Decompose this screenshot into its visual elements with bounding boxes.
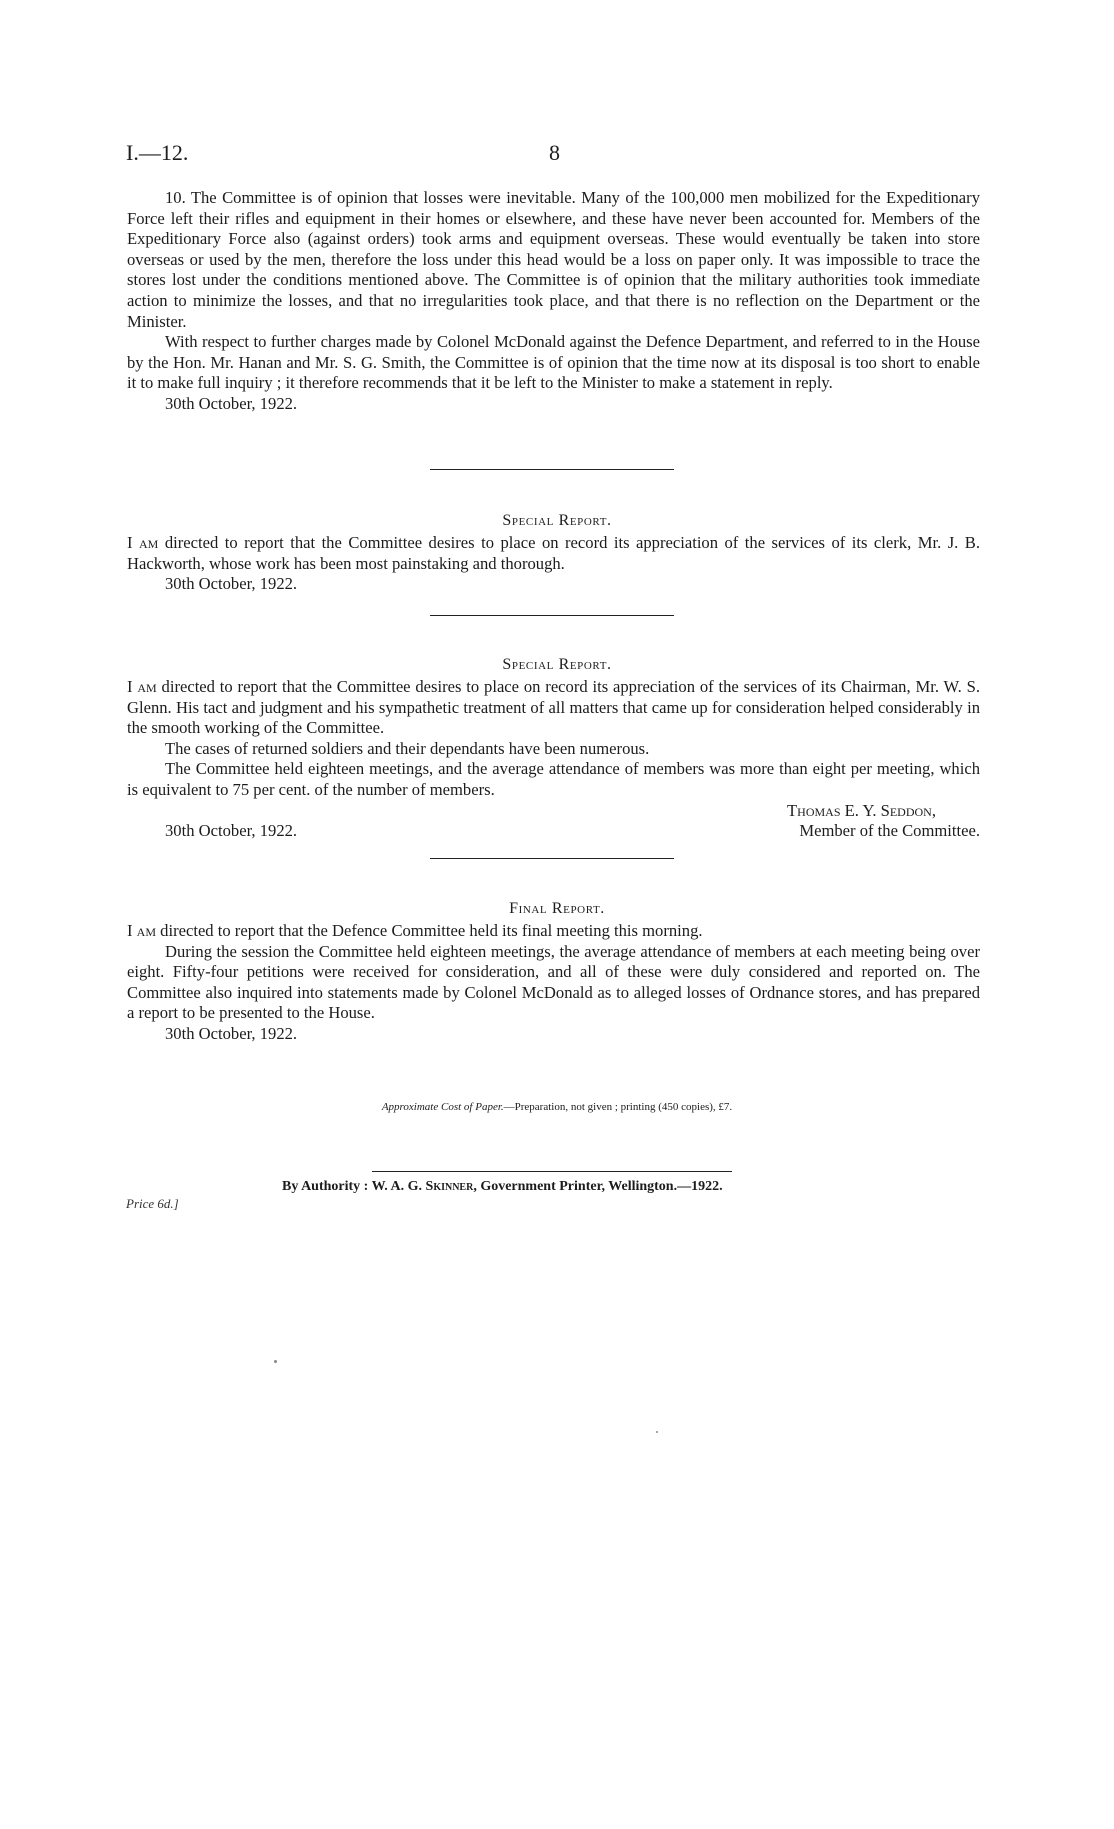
special-report-clerk bbox=[127, 533, 980, 595]
opening-words: I am bbox=[127, 533, 159, 552]
page-header bbox=[126, 140, 980, 170]
cost-label: Approximate Cost of Paper. bbox=[381, 1101, 504, 1113]
signature-block bbox=[127, 801, 980, 842]
final-report-heading: Final Report. bbox=[509, 900, 605, 917]
report-date: 30th October, 1922. bbox=[165, 574, 298, 594]
meetings-paragraph: The Committee held eighteen meetings, and the average attendance of members was more than eight per meeting, which is equivalent to 75 per cent. of the number of members. bbox=[127, 759, 980, 799]
final-report bbox=[127, 921, 980, 1045]
further-charges-paragraph: With respect to further charges made by Colonel McDonald against the Defence Department, and referred to in the House by the Hon. Mr. Hanan and Mr. S. G. Smith, the Committee is of opinion that the time now at its disposal is too short to enable it to make full inquiry ; it therefore recommends that it be left to the Minister to make a statement in reply. bbox=[127, 332, 980, 393]
session-paragraph: During the session the Committee held eighteen meetings, the average attendance of members at each meeting being over eight. Fifty-four petitions were received for consideration, and all of these were duly considered and reported on. The Committee also inquired into statements made by Colonel McDonald as to alleged losses of Ordnance stores, and has prepared a report to be presented to the House. bbox=[127, 941, 980, 1023]
cost-text: —Preparation, not given ; printing (450 copies), £7. bbox=[503, 1101, 733, 1113]
scan-speck bbox=[274, 1360, 277, 1363]
special-report-heading: Special Report. bbox=[502, 512, 612, 529]
section-divider bbox=[430, 469, 674, 470]
authority-suffix: , Government Printer, Wellington.—1922. bbox=[473, 1179, 723, 1194]
section-divider bbox=[430, 615, 674, 616]
signatory-role: Member of the Committee. bbox=[799, 820, 980, 840]
special-report-text: directed to report that the Committee desires to place on record its appreciation of the services of its Chairman, Mr. W. S. Glenn. His tact and judgment and his sympathetic treatment of all matters that came up for consideration helped considerably in the smooth working of the Committee. bbox=[127, 677, 981, 738]
page-number: 8 bbox=[549, 140, 560, 165]
footer-divider bbox=[372, 1171, 732, 1172]
cost-of-paper-note bbox=[0, 1101, 1114, 1113]
section-divider bbox=[430, 858, 674, 859]
scan-speck bbox=[656, 1431, 658, 1433]
report-date: 30th October, 1922. bbox=[165, 1023, 298, 1043]
printer-authority bbox=[282, 1179, 723, 1195]
returned-soldiers-paragraph: The cases of returned soldiers and their dependants have been numerous. bbox=[165, 738, 650, 758]
special-report-chairman bbox=[127, 677, 980, 842]
opening-words: I am bbox=[127, 677, 157, 696]
authority-prefix: By Authority : W. A. G. bbox=[282, 1179, 426, 1194]
signatory-name: Thomas E. Y. Seddon, bbox=[787, 800, 936, 820]
opening-words: I am bbox=[127, 921, 157, 940]
report-date: 30th October, 1922. bbox=[165, 820, 298, 840]
special-report-heading: Special Report. bbox=[502, 656, 612, 673]
committee-findings bbox=[127, 188, 980, 415]
price-note: Price 6d.] bbox=[126, 1196, 179, 1211]
special-report-text: directed to report that the Committee desires to place on record its appreciation of the services of its clerk, Mr. J. B. Hackworth, whose work has been most painstaking and thorough. bbox=[127, 533, 980, 573]
report-date: 30th October, 1922. bbox=[165, 393, 298, 413]
printer-name: Skinner bbox=[425, 1179, 474, 1194]
paper-reference: I.—12. bbox=[126, 140, 189, 165]
paragraph-10: 10. The Committee is of opinion that losses were inevitable. Many of the 100,000 men mobilized for the Expeditionary Force left their rifles and equipment in their homes or elsewhere, and these have never been accounted for. Members of the Expeditionary Force also (against orders) took arms and equipment overseas. These would eventually be taken into store overseas or used by the men, therefore the loss under this head would be a loss on paper only. It was impossible to trace the stores lost under the conditions mentioned above. The Committee is of opinion that the military authorities took immediate action to minimize the losses, and that no irregularities took place, and that there is no reflection on the Department or the Minister. bbox=[127, 188, 980, 331]
final-report-text: directed to report that the Defence Committee held its final meeting this morning. bbox=[156, 921, 703, 940]
